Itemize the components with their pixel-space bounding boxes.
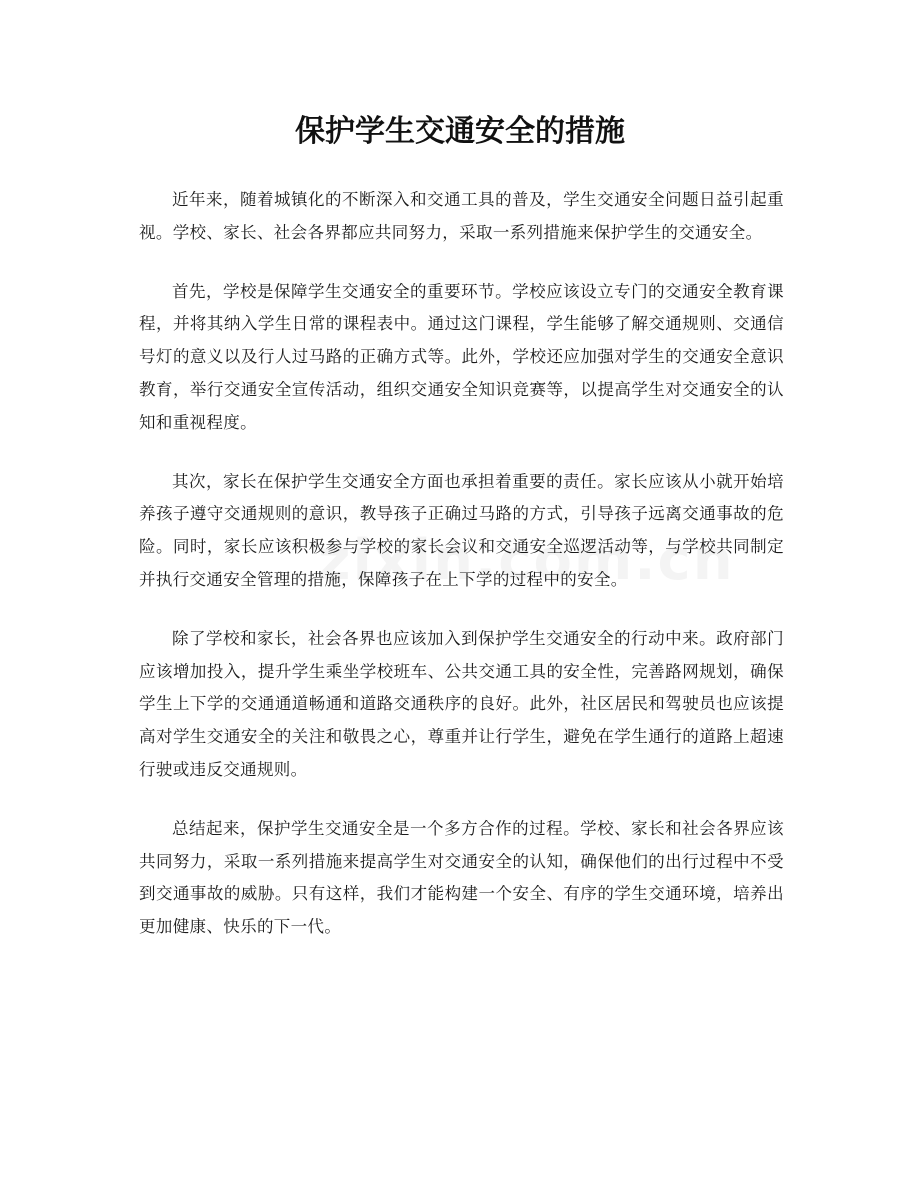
paragraph-intro: 近年来，随着城镇化的不断深入和交通工具的普及，学生交通安全问题日益引起重视。学校、家长、社会各界都应共同努力，采取一系列措施来保护学生的交通安全。 <box>139 190 784 242</box>
paragraph-society: 除了学校和家长，社会各界也应该加入到保护学生交通安全的行动中来。政府部门应该增加投入，提升学生乘坐学校班车、公共交通工具的安全性，完善路网规划，确保学生上下学的交通通道畅通和道路交通秩序的良好。此外，社区居民和驾驶员也应该提高对学生交通安全的关注和敬畏之心，尊重并让行学生，避免在学生通行的道路上超速行驶或违反交通规则。 <box>139 628 784 779</box>
document-body <box>139 184 784 970</box>
paragraph-parents: 其次，家长在保护学生交通安全方面也承担着重要的责任。家长应该从小就开始培养孩子遵守交通规则的意识，教导孩子正确过马路的方式，引导孩子远离交通事故的危险。同时，家长应该积极参与学校的家长会议和交通安全巡逻活动等，与学校共同制定并执行交通安全管理的措施，保障孩子在上下学的过程中的安全。 <box>139 471 784 589</box>
paragraph-conclusion: 总结起来，保护学生交通安全是一个多方合作的过程。学校、家长和社会各界应该共同努力，采取一系列措施来提高学生对交通安全的认知，确保他们的出行过程中不受到交通事故的威胁。只有这样，我们才能构建一个安全、有序的学生交通环境，培养出更加健康、快乐的下一代。 <box>139 818 784 937</box>
document-title: 保护学生交通安全的措施 <box>295 114 625 149</box>
paragraph-school: 首先，学校是保障学生交通安全的重要环节。学校应该设立专门的交通安全教育课程，并将其纳入学生日常的课程表中。通过这门课程，学生能够了解交通规则、交通信号灯的意义以及行人过马路的正确方式等。此外，学校还应加强对学生的交通安全意识教育，举行交通安全宣传活动，组织交通安全知识竞赛等，以提高学生对交通安全的认知和重视程度。 <box>139 281 784 432</box>
